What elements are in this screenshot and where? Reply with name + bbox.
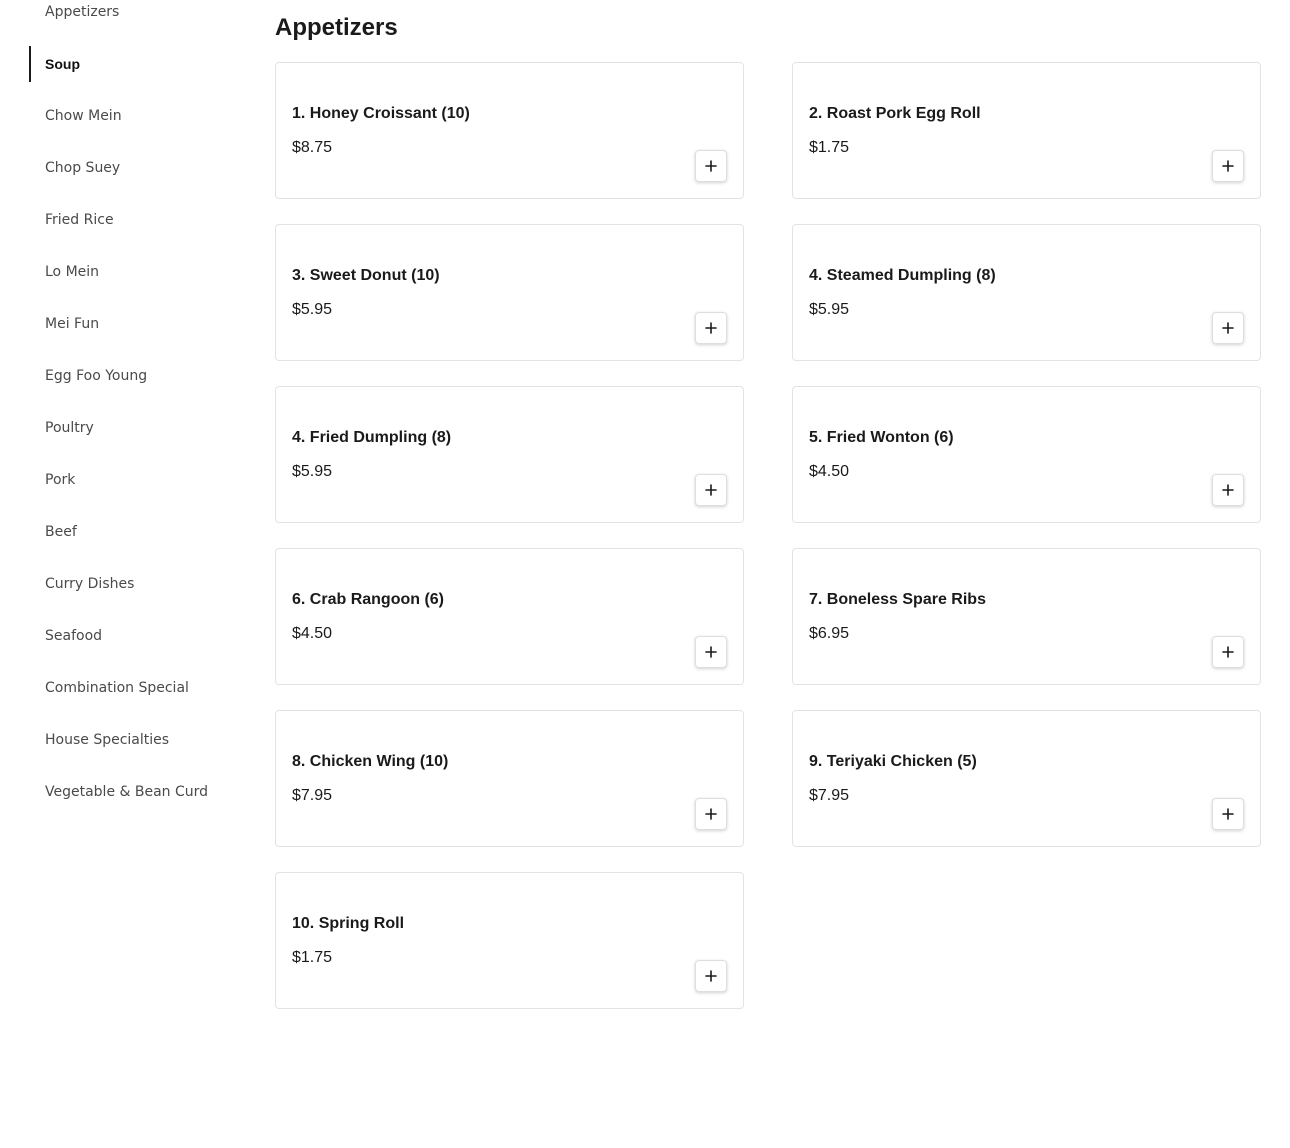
menu-item-name: 2. Roast Pork Egg Roll <box>809 105 981 122</box>
menu-item-card[interactable] <box>275 548 744 685</box>
add-to-cart-button[interactable] <box>1212 636 1244 668</box>
menu-item-name: 5. Fried Wonton (6) <box>809 429 954 446</box>
sidebar-item-egg-foo-young[interactable] <box>29 358 249 394</box>
menu-item-card[interactable] <box>275 224 744 361</box>
sidebar-item-appetizers[interactable] <box>29 0 249 30</box>
plus-icon <box>1222 484 1234 496</box>
menu-item-price: $4.50 <box>292 625 333 642</box>
section-title: Appetizers <box>275 14 398 41</box>
add-to-cart-button[interactable] <box>1212 312 1244 344</box>
sidebar-item-chow-mein[interactable] <box>29 98 249 134</box>
menu-item-card[interactable] <box>792 548 1261 685</box>
add-to-cart-button[interactable] <box>1212 150 1244 182</box>
menu-item-price: $7.95 <box>292 787 333 804</box>
menu-item-price: $7.95 <box>809 787 850 804</box>
plus-icon <box>705 322 717 334</box>
menu-item-grid <box>275 62 1261 1009</box>
sidebar-item-label: Fried Rice <box>45 212 114 228</box>
menu-item-card[interactable] <box>275 386 744 523</box>
add-to-cart-button[interactable] <box>695 636 727 668</box>
plus-icon <box>1222 160 1234 172</box>
add-to-cart-button[interactable] <box>1212 474 1244 506</box>
plus-icon <box>1222 646 1234 658</box>
sidebar-item-mei-fun[interactable] <box>29 306 249 342</box>
menu-item-name: 3. Sweet Donut (10) <box>292 267 440 284</box>
menu-item-price: $1.75 <box>292 949 333 966</box>
plus-icon <box>1222 322 1234 334</box>
menu-item-price: $5.95 <box>292 301 333 318</box>
menu-item-name: 7. Boneless Spare Ribs <box>809 591 986 608</box>
menu-item-card[interactable] <box>275 710 744 847</box>
sidebar-item-fried-rice[interactable] <box>29 202 249 238</box>
menu-item-name: 4. Steamed Dumpling (8) <box>809 267 996 284</box>
menu-item-name: 4. Fried Dumpling (8) <box>292 429 452 446</box>
menu-item-card[interactable] <box>792 62 1261 199</box>
category-sidebar <box>29 0 249 826</box>
sidebar-item-label: Vegetable & Bean Curd <box>45 784 209 800</box>
plus-icon <box>705 970 717 982</box>
plus-icon <box>705 646 717 658</box>
sidebar-item-label: Combination Special <box>45 680 189 696</box>
menu-item-name: 1. Honey Croissant (10) <box>292 105 470 122</box>
menu-item-card[interactable] <box>792 710 1261 847</box>
sidebar-item-label: Mei Fun <box>45 316 100 332</box>
menu-item-card[interactable] <box>275 872 744 1009</box>
sidebar-item-soup[interactable] <box>29 46 249 82</box>
menu-item-card[interactable] <box>275 62 744 199</box>
sidebar-item-label: Egg Foo Young <box>45 368 148 384</box>
menu-item-card[interactable] <box>792 386 1261 523</box>
sidebar-item-label: Seafood <box>45 628 103 644</box>
add-to-cart-button[interactable] <box>695 150 727 182</box>
menu-item-price: $4.50 <box>809 463 850 480</box>
sidebar-item-label: Soup <box>45 56 80 72</box>
plus-icon <box>705 808 717 820</box>
menu-item-card[interactable] <box>792 224 1261 361</box>
add-to-cart-button[interactable] <box>695 798 727 830</box>
sidebar-item-label: Poultry <box>45 420 94 436</box>
sidebar-item-chop-suey[interactable] <box>29 150 249 186</box>
sidebar-item-label: Lo Mein <box>45 264 100 280</box>
sidebar-item-label: Appetizers <box>45 4 120 20</box>
sidebar-item-label: Curry Dishes <box>45 576 135 592</box>
add-to-cart-button[interactable] <box>695 960 727 992</box>
add-to-cart-button[interactable] <box>1212 798 1244 830</box>
menu-item-name: 9. Teriyaki Chicken (5) <box>809 753 977 770</box>
sidebar-item-pork[interactable] <box>29 462 249 498</box>
menu-item-name: 10. Spring Roll <box>292 915 405 932</box>
sidebar-item-combination-special[interactable] <box>29 670 249 706</box>
sidebar-item-lo-mein[interactable] <box>29 254 249 290</box>
sidebar-item-label: Beef <box>45 524 77 540</box>
sidebar-item-label: Pork <box>45 472 76 488</box>
menu-item-name: 8. Chicken Wing (10) <box>292 753 449 770</box>
sidebar-item-house-specialties[interactable] <box>29 722 249 758</box>
menu-item-price: $5.95 <box>809 301 850 318</box>
sidebar-item-label: House Specialties <box>45 732 170 748</box>
menu-item-price: $5.95 <box>292 463 333 480</box>
add-to-cart-button[interactable] <box>695 474 727 506</box>
sidebar-item-beef[interactable] <box>29 514 249 550</box>
plus-icon <box>705 160 717 172</box>
sidebar-item-label: Chow Mein <box>45 108 122 124</box>
sidebar-item-label: Chop Suey <box>45 160 121 176</box>
menu-item-price: $1.75 <box>809 139 850 156</box>
plus-icon <box>705 484 717 496</box>
add-to-cart-button[interactable] <box>695 312 727 344</box>
menu-item-price: $6.95 <box>809 625 850 642</box>
menu-item-price: $8.75 <box>292 139 333 156</box>
sidebar-item-poultry[interactable] <box>29 410 249 446</box>
sidebar-item-seafood[interactable] <box>29 618 249 654</box>
sidebar-item-vegetable-and-bean-curd[interactable] <box>29 774 249 810</box>
plus-icon <box>1222 808 1234 820</box>
menu-item-name: 6. Crab Rangoon (6) <box>292 591 445 608</box>
sidebar-item-curry-dishes[interactable] <box>29 566 249 602</box>
